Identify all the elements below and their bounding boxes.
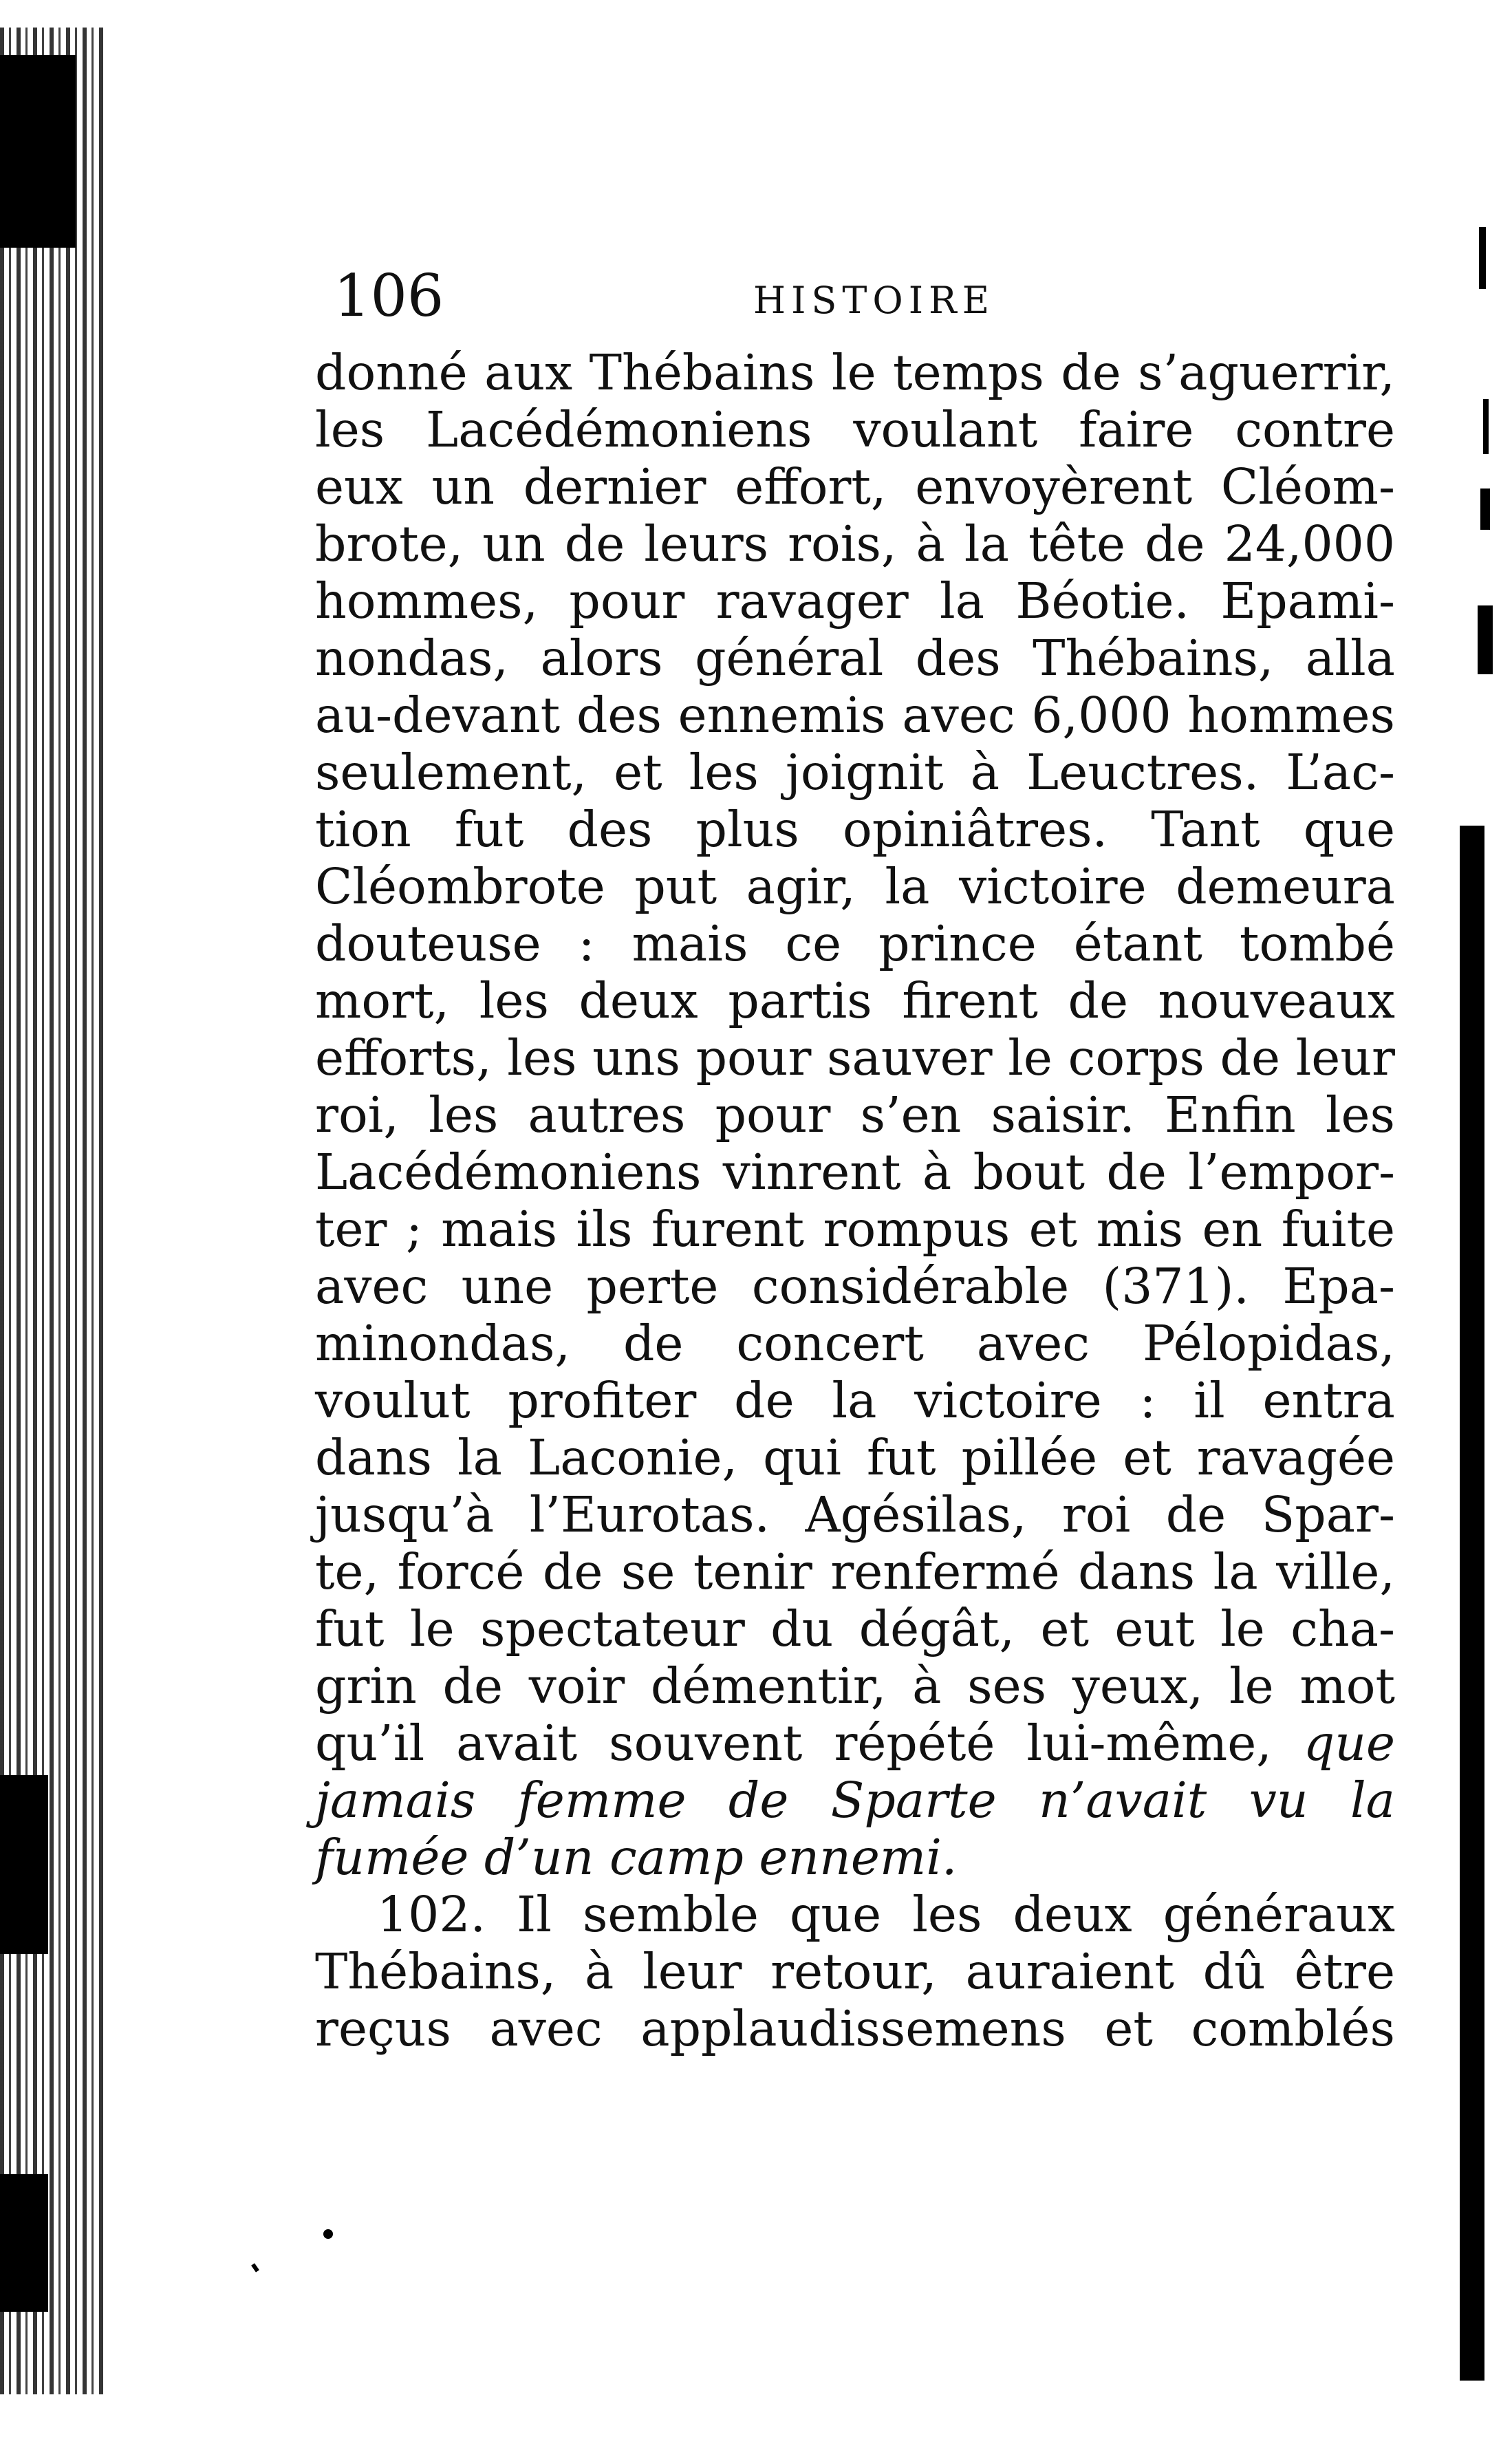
text-line-segment: Il semble que les deux généraux xyxy=(517,1886,1395,1943)
text-line: reçus avec applaudissemens et comblés xyxy=(315,2000,1395,2057)
text-line: tion fut des plus opiniâtres. Tant que xyxy=(315,801,1395,858)
margin-mark xyxy=(1478,605,1493,674)
running-title: HISTOIRE xyxy=(753,279,995,322)
text-line: nondas, alors général des Thébains, alla xyxy=(315,630,1395,687)
text-line-with-quote xyxy=(315,1715,1395,1772)
text-line: ter ; mais ils furent rompus et mis en fuite xyxy=(315,1201,1395,1258)
text-line: les Lacédémoniens voulant faire contre xyxy=(315,401,1395,458)
text-line: Cléombrote put agir, la victoire demeura xyxy=(315,858,1395,915)
text-line: dans la Laconie, qui fut pillée et ravagée xyxy=(315,1429,1395,1486)
paragraph-start-line xyxy=(315,1886,1395,1943)
text-line: brote, un de leurs rois, à la tête de 24,000 xyxy=(315,515,1395,572)
text-line: te, forcé de se tenir renfermé dans la ville, xyxy=(315,1543,1395,1600)
scan-edge-bar xyxy=(1460,826,1484,2381)
text-line: voulut profiter de la victoire : il entra xyxy=(315,1372,1395,1429)
text-line: au-devant des ennemis avec 6,000 hommes xyxy=(315,687,1395,744)
text-line: eux un dernier effort, envoyèrent Cléom- xyxy=(315,458,1395,515)
text-line: roi, les autres pour s’en saisir. Enfin les xyxy=(315,1086,1395,1144)
text-line: douteuse : mais ce prince étant tombé xyxy=(315,915,1395,972)
text-line: jusqu’à l’Eurotas. Agésilas, roi de Spar- xyxy=(315,1486,1395,1543)
text-line: efforts, les uns pour sauver le corps de leur xyxy=(315,1029,1395,1086)
text-line: grin de voir démentir, à ses yeux, le mot xyxy=(315,1657,1395,1715)
stray-mark xyxy=(251,2263,259,2272)
text-line: fut le spectateur du dégât, et eut le cha- xyxy=(315,1600,1395,1657)
margin-mark xyxy=(1483,399,1489,454)
text-line: Thébains, à leur retour, auraient dû être xyxy=(315,1943,1395,2000)
page-body xyxy=(315,344,1395,2057)
margin-mark xyxy=(1480,489,1490,530)
page-number: 106 xyxy=(334,262,444,330)
text-line: donné aux Thébains le temps de s’aguerrir, xyxy=(315,344,1395,401)
text-line: Lacédémoniens vinrent à bout de l’empor- xyxy=(315,1144,1395,1201)
quote-start: que xyxy=(1303,1715,1395,1772)
paragraph-number: 102. xyxy=(377,1886,486,1943)
page-header xyxy=(334,261,1393,337)
text-line: minondas, de concert avec Pélopidas, xyxy=(315,1315,1395,1372)
text-line: seulement, et les joignit à Leuctres. L’ac- xyxy=(315,744,1395,801)
margin-mark xyxy=(1479,227,1486,289)
binding-shadow-middle xyxy=(0,1775,48,1954)
text-line: avec une perte considérable (371). Epa- xyxy=(315,1258,1395,1315)
book-binding-edge xyxy=(0,28,103,2394)
stray-mark xyxy=(323,2229,333,2239)
quote-line: fumée d’un camp ennemi. xyxy=(315,1829,958,1886)
text-line-segment: qu’il avait souvent répété lui-même, xyxy=(315,1715,1272,1772)
binding-shadow-top xyxy=(0,55,76,248)
binding-shadow-bottom xyxy=(0,2174,48,2312)
text-line: hommes, pour ravager la Béotie. Epami- xyxy=(315,572,1395,630)
quote-line: jamais femme de Sparte n’avait vu la xyxy=(315,1772,1395,1829)
text-line: mort, les deux partis firent de nouveaux xyxy=(315,972,1395,1029)
